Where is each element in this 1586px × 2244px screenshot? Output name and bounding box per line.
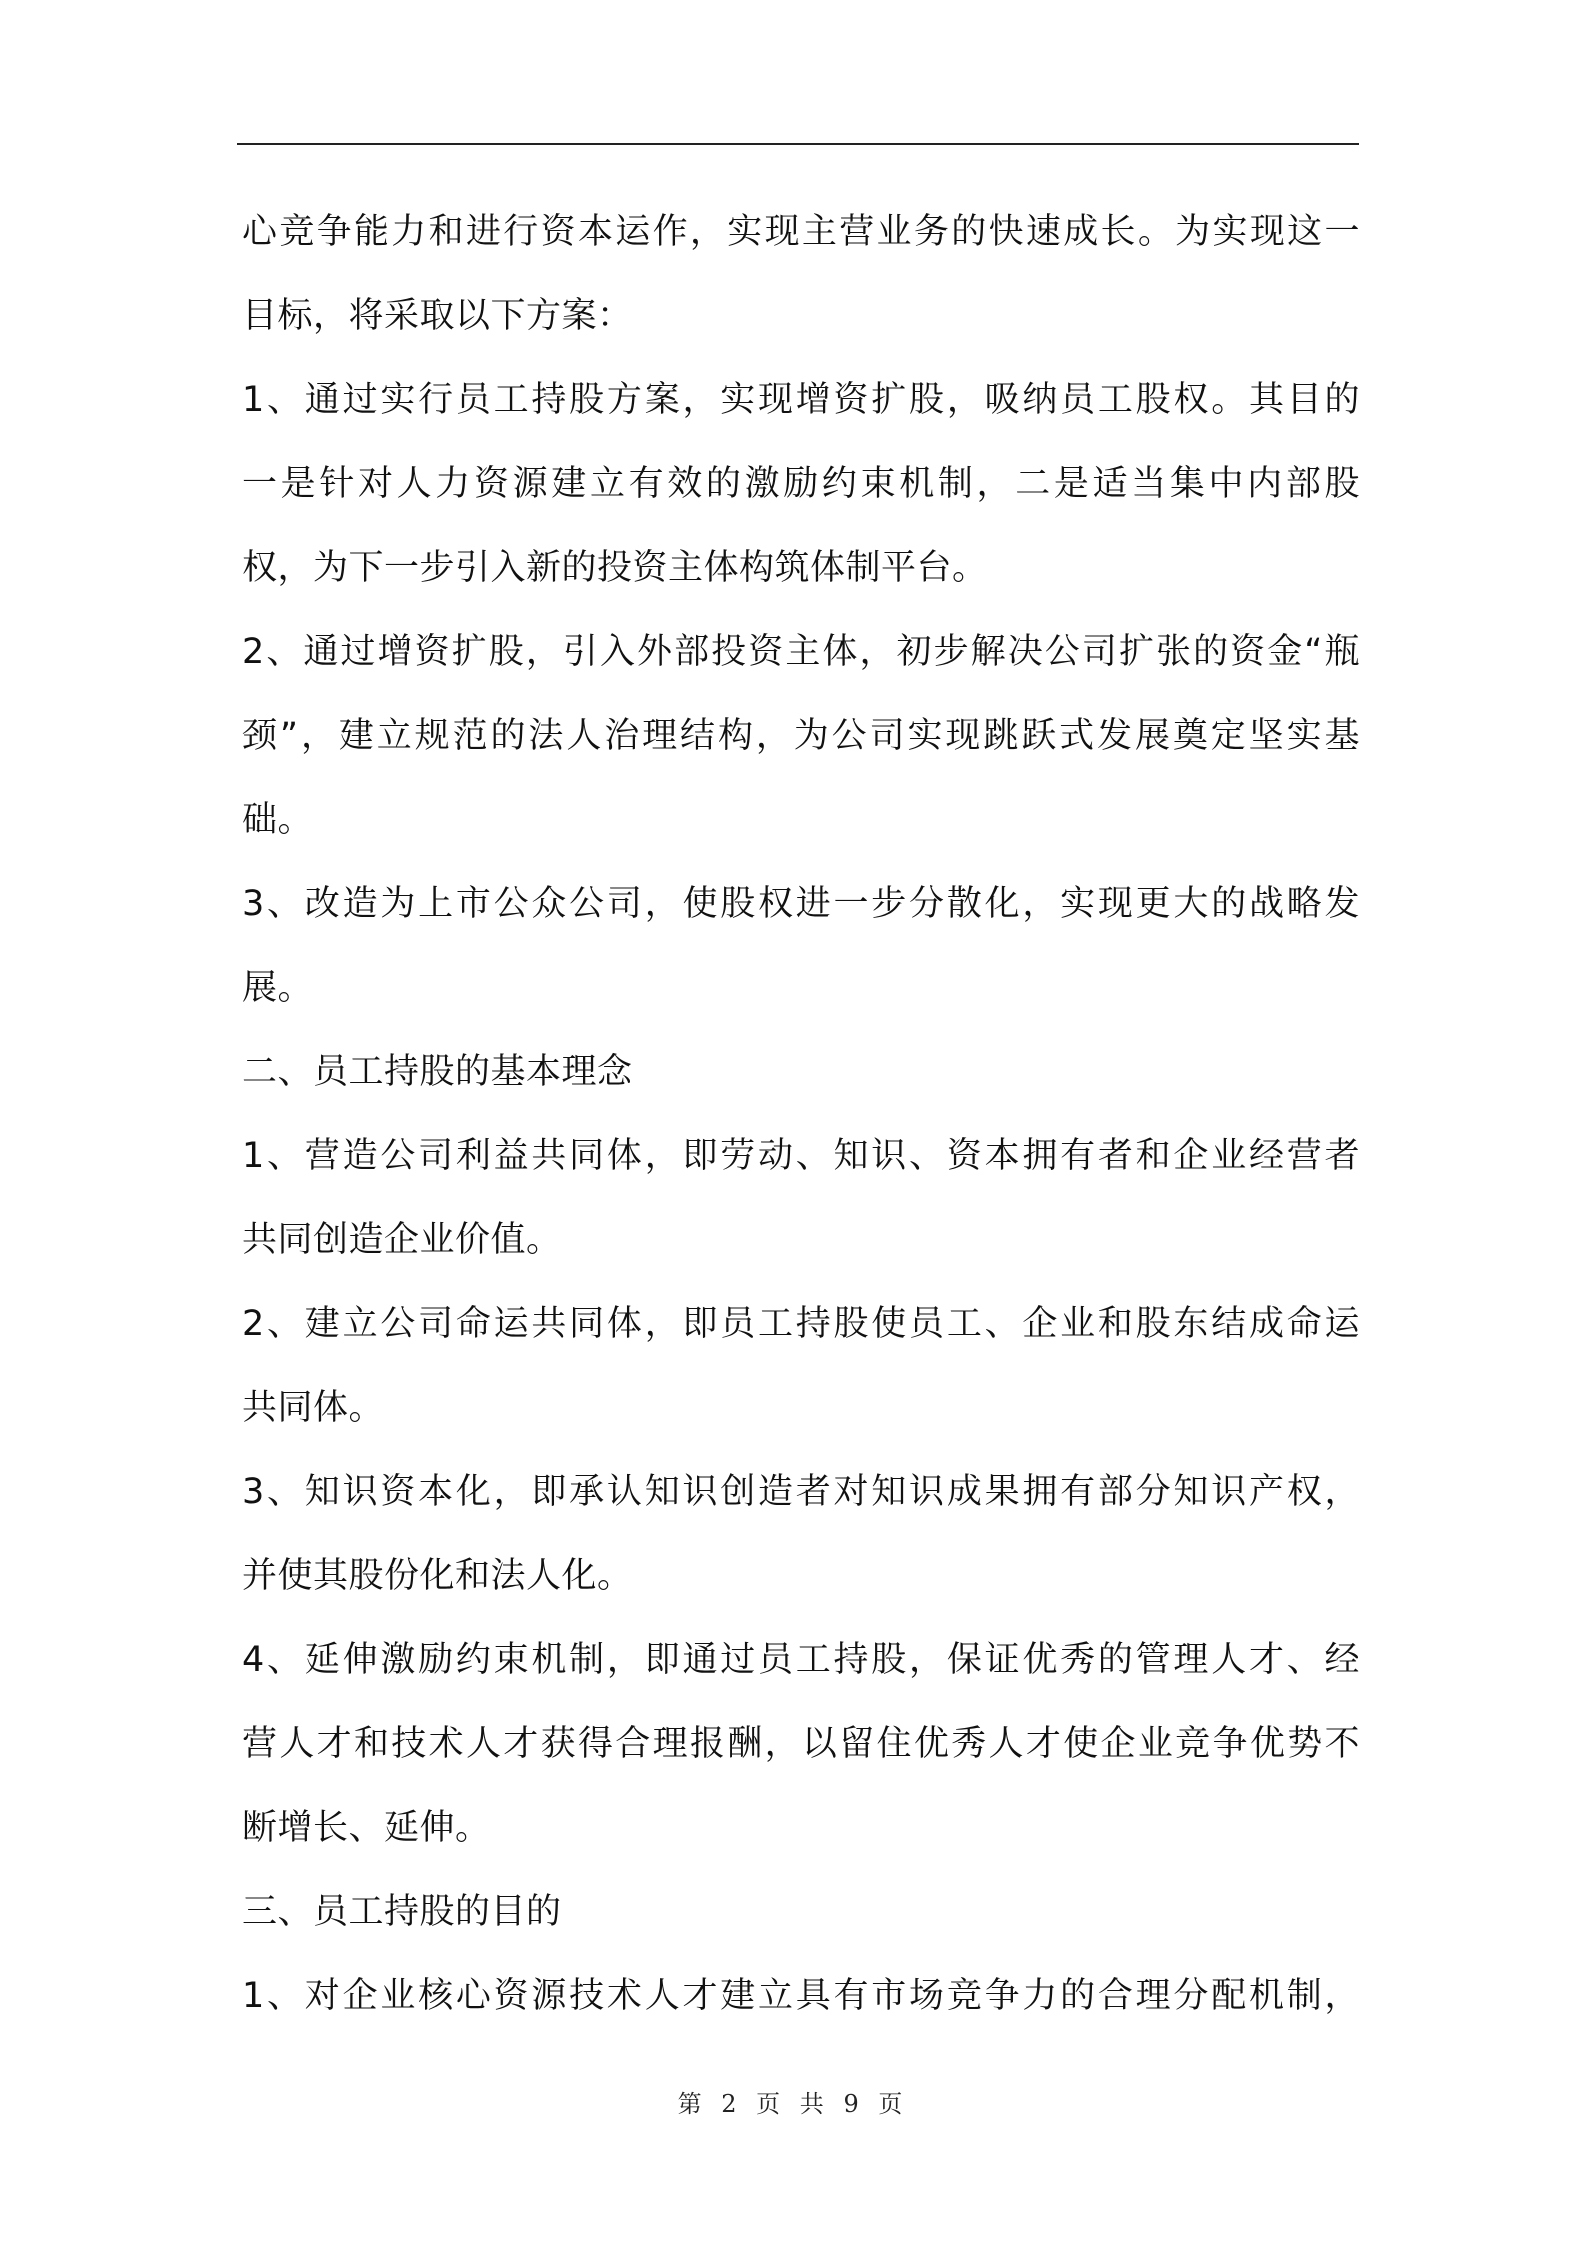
text-line: 展。 bbox=[242, 968, 314, 1008]
header-rule bbox=[237, 143, 1359, 145]
text-line: 心竞争能力和进行资本运作，实现主营业务的快速成长。为实现这一 bbox=[242, 212, 1360, 252]
text-line: 1、对企业核心资源技术人才建立具有市场竞争力的合理分配机制， bbox=[242, 1976, 1360, 2016]
text-line: 营人才和技术人才获得合理报酬，以留住优秀人才使企业竞争优势不 bbox=[242, 1724, 1360, 1764]
page-number-footer: 第 2 页 共 9 页 bbox=[677, 2090, 909, 2118]
text-line: 3、知识资本化，即承认知识创造者对知识成果拥有部分知识产权， bbox=[242, 1472, 1360, 1512]
body-text bbox=[242, 190, 1360, 2038]
text-line: 共同创造企业价值。 bbox=[242, 1220, 562, 1260]
text-line: 三、员工持股的目的 bbox=[242, 1892, 562, 1932]
text-line: 3、改造为上市公众公司，使股权进一步分散化，实现更大的战略发 bbox=[242, 884, 1360, 924]
text-line: 目标，将采取以下方案： bbox=[242, 296, 633, 336]
text-line: 4、延伸激励约束机制，即通过员工持股，保证优秀的管理人才、经 bbox=[242, 1640, 1360, 1680]
text-line: 权，为下一步引入新的投资主体构筑体制平台。 bbox=[242, 548, 988, 588]
text-line: 2、通过增资扩股，引入外部投资主体，初步解决公司扩张的资金“瓶 bbox=[242, 632, 1360, 672]
text-line: 2、建立公司命运共同体，即员工持股使员工、企业和股东结成命运 bbox=[242, 1304, 1360, 1344]
text-line: 一是针对人力资源建立有效的激励约束机制，二是适当集中内部股 bbox=[242, 464, 1360, 504]
text-line: 1、营造公司利益共同体，即劳动、知识、资本拥有者和企业经营者 bbox=[242, 1136, 1360, 1176]
text-line: 1、通过实行员工持股方案，实现增资扩股，吸纳员工股权。其目的 bbox=[242, 380, 1360, 420]
text-line: 颈”，建立规范的法人治理结构，为公司实现跳跃式发展奠定坚实基 bbox=[242, 716, 1360, 756]
text-line: 础。 bbox=[242, 800, 314, 840]
text-line: 二、员工持股的基本理念 bbox=[242, 1052, 633, 1092]
text-line: 共同体。 bbox=[242, 1388, 385, 1428]
text-line: 并使其股份化和法人化。 bbox=[242, 1556, 633, 1596]
text-line: 断增长、延伸。 bbox=[242, 1808, 491, 1848]
